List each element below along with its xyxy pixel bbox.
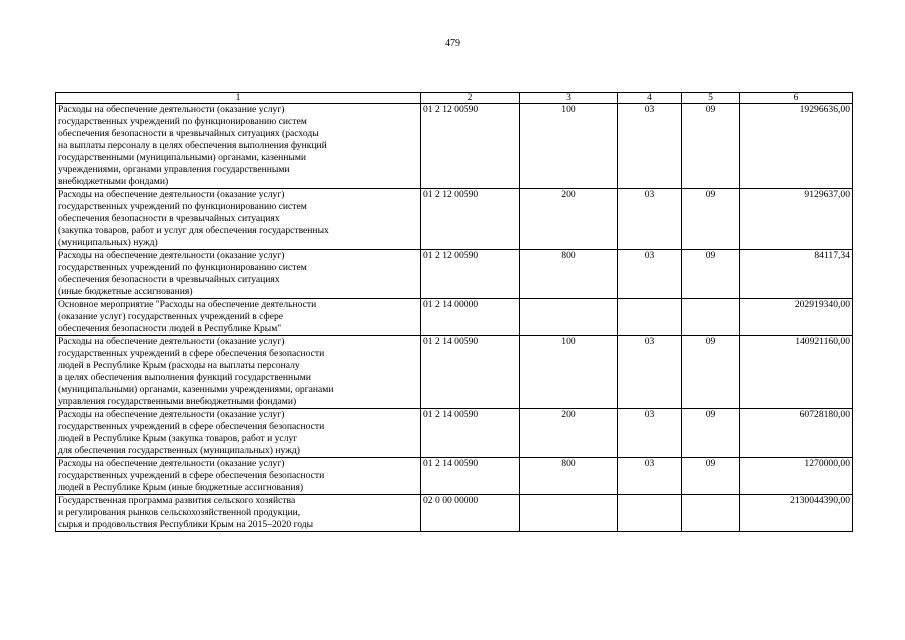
subsection-code: 09 bbox=[682, 250, 740, 299]
program-code: 01 2 14 00590 bbox=[421, 336, 520, 409]
table-row bbox=[56, 189, 853, 250]
section-code bbox=[618, 495, 682, 532]
expense-name: Государственная программа развития сельского хозяйства и регулирования рынков сельскохозяйственной продукции, сырья и продовольствия Республики Крым на 2015–2020 годы bbox=[56, 495, 421, 532]
program-code: 01 2 14 00590 bbox=[421, 409, 520, 458]
program-code: 01 2 12 00590 bbox=[421, 250, 520, 299]
table-row bbox=[56, 458, 853, 495]
expense-type-code bbox=[520, 495, 618, 532]
expense-name: Расходы на обеспечение деятельности (оказание услуг) государственных учреждений в сфере обеспечения безопасности людей в Республике Крым (иные бюджетные ассигнования) bbox=[56, 458, 421, 495]
expense-type-code: 100 bbox=[520, 104, 618, 189]
subsection-code bbox=[682, 495, 740, 532]
amount: 140921160,00 bbox=[740, 336, 853, 409]
amount: 19296636,00 bbox=[740, 104, 853, 189]
expense-name: Основное мероприятие "Расходы на обеспечение деятельности (оказание услуг) государственных учреждений в сфере обеспечения безопасности людей в Республике Крым" bbox=[56, 299, 421, 336]
section-code: 03 bbox=[618, 409, 682, 458]
column-header-4: 4 bbox=[618, 93, 682, 104]
section-code: 03 bbox=[618, 336, 682, 409]
table-row bbox=[56, 495, 853, 532]
subsection-code: 09 bbox=[682, 189, 740, 250]
column-header-1: 1 bbox=[56, 93, 421, 104]
expense-type-code: 200 bbox=[520, 409, 618, 458]
table-header-row bbox=[56, 93, 853, 104]
section-code: 03 bbox=[618, 458, 682, 495]
budget-table bbox=[55, 92, 853, 532]
expense-name: Расходы на обеспечение деятельности (оказание услуг) государственных учреждений в сфере обеспечения безопасности людей в Республике Крым (расходы на выплаты персоналу в целях обеспечения выполнения функций государственными (муниципальными) органами, казенными учреждениями, органами управления государственными внебюджетными фондами) bbox=[56, 336, 421, 409]
expense-name: Расходы на обеспечение деятельности (оказание услуг) государственных учреждений по функционированию систем обеспечения безопасности в чрезвычайных ситуациях (иные бюджетные ассигнования) bbox=[56, 250, 421, 299]
section-code bbox=[618, 299, 682, 336]
column-header-5: 5 bbox=[682, 93, 740, 104]
amount: 60728180,00 bbox=[740, 409, 853, 458]
program-code: 01 2 12 00590 bbox=[421, 189, 520, 250]
amount: 202919340,00 bbox=[740, 299, 853, 336]
expense-name: Расходы на обеспечение деятельности (оказание услуг) государственных учреждений по функционированию систем обеспечения безопасности в чрезвычайных ситуациях (закупка товаров, работ и услуг для обеспечения государственных (муниципальных) нужд) bbox=[56, 189, 421, 250]
section-code: 03 bbox=[618, 189, 682, 250]
program-code: 02 0 00 00000 bbox=[421, 495, 520, 532]
expense-name: Расходы на обеспечение деятельности (оказание услуг) государственных учреждений по функционированию систем обеспечения безопасности в чрезвычайных ситуациях (расходы на выплаты персоналу в целях обеспечения выполнения функций государственными (муниципальными) органами, казенными учреждениями, органами управления государственными внебюджетными фондами) bbox=[56, 104, 421, 189]
subsection-code: 09 bbox=[682, 104, 740, 189]
expense-type-code bbox=[520, 299, 618, 336]
table-row bbox=[56, 409, 853, 458]
program-code: 01 2 14 00590 bbox=[421, 458, 520, 495]
page-number: 479 bbox=[445, 38, 460, 49]
subsection-code: 09 bbox=[682, 458, 740, 495]
column-header-3: 3 bbox=[520, 93, 618, 104]
expense-type-code: 200 bbox=[520, 189, 618, 250]
expense-type-code: 800 bbox=[520, 458, 618, 495]
column-header-2: 2 bbox=[421, 93, 520, 104]
subsection-code: 09 bbox=[682, 336, 740, 409]
expense-type-code: 800 bbox=[520, 250, 618, 299]
amount: 9129637,00 bbox=[740, 189, 853, 250]
section-code: 03 bbox=[618, 104, 682, 189]
amount: 1270000,00 bbox=[740, 458, 853, 495]
table-row bbox=[56, 104, 853, 189]
expense-name: Расходы на обеспечение деятельности (оказание услуг) государственных учреждений в сфере обеспечения безопасности людей в Республике Крым (закупка товаров, работ и услуг для обеспечения государственных (муниципальных) нужд) bbox=[56, 409, 421, 458]
section-code: 03 bbox=[618, 250, 682, 299]
program-code: 01 2 14 00000 bbox=[421, 299, 520, 336]
program-code: 01 2 12 00590 bbox=[421, 104, 520, 189]
table-row bbox=[56, 299, 853, 336]
column-header-6: 6 bbox=[740, 93, 853, 104]
amount: 2130044390,00 bbox=[740, 495, 853, 532]
subsection-code: 09 bbox=[682, 409, 740, 458]
expense-type-code: 100 bbox=[520, 336, 618, 409]
amount: 84117,34 bbox=[740, 250, 853, 299]
table-row bbox=[56, 336, 853, 409]
table-row bbox=[56, 250, 853, 299]
subsection-code bbox=[682, 299, 740, 336]
